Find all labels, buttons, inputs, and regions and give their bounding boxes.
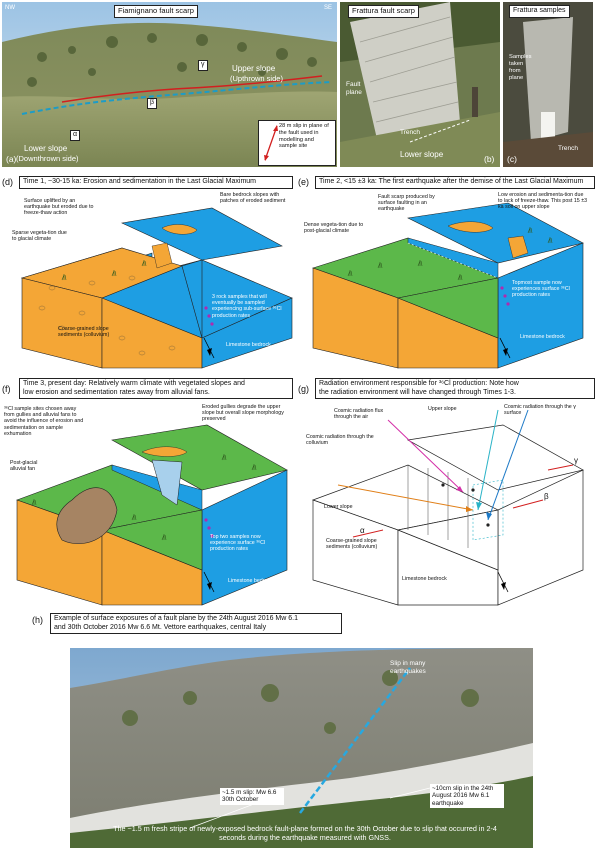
panel-g-title	[315, 378, 595, 399]
panel-g-alpha: α	[360, 526, 365, 535]
panel-d-n4: 3 rock samples that will eventually be sampled experiencing sub-surface ³⁶Cl production rates	[212, 294, 282, 319]
photo-b-trench: Trench	[400, 129, 420, 136]
photo-c-samples-2: taken	[509, 61, 524, 67]
panel-e-n4: Topmost sample now experiences surface ³⁶Cl production rates	[512, 280, 570, 299]
panel-f-n5: Limestone bedrock	[228, 578, 273, 584]
photo-b-scene	[340, 2, 500, 167]
photo-a-slip-note: 28 m slip in plane of the fault used in modelling and sample site	[279, 123, 329, 150]
panel-h-title	[50, 613, 342, 634]
panel-f-n1: ³⁶Cl sample sites chosen away from gullies and alluvial fans to avoid the influence of erosion and sedimentation on sample exhumation	[4, 406, 84, 437]
panel-d	[2, 176, 294, 376]
photo-a-se: SE	[324, 5, 333, 11]
photo-h	[70, 648, 533, 848]
panel-e-n2: Low erosion and sedimenta-tion due to lack of freeze-thaw. This post 15 ±3 ka soil on upper slope	[498, 192, 588, 211]
panel-h-caption: The ~1.5 m fresh stripe of newly-exposed bedrock fault-plane formed on the 30th October due to slip that occurred in 2-4 seconds during the earthquake measured with GNSS.	[113, 824, 497, 842]
photo-c-trench: Trench	[558, 145, 578, 152]
photo-b-lower-slope: Lower slope	[400, 150, 444, 159]
panel-g	[298, 378, 593, 610]
panel-g-n2: Upper slope	[428, 406, 457, 412]
photo-c-scene	[503, 2, 593, 167]
photo-a-nw: NW	[5, 5, 15, 11]
photo-b	[340, 2, 500, 167]
panel-e-n5: Limestone bedrock	[520, 334, 565, 340]
panel-f-n4: Top two samples now experience surface ³⁶Cl production rates	[210, 534, 266, 553]
panel-e-n3: Dense vegeta-tion due to post-glacial climate	[304, 222, 364, 235]
photo-c-samples-1: Samples	[509, 54, 532, 60]
panel-e-label: (e)	[298, 177, 309, 187]
photo-c-samples-3: from	[509, 68, 521, 74]
panel-f-title	[19, 378, 293, 399]
panel-f-n2: Eroded gullies degrade the upper slope but overall slope morphology preserved	[202, 404, 284, 423]
panel-g-label: (g)	[298, 384, 309, 394]
panel-g-gamma: γ	[574, 456, 578, 465]
panel-d-title: Time 1, ~30-15 ka: Erosion and sedimentation in the Last Glacial Maximum	[19, 176, 293, 189]
panel-h-label: (h)	[32, 615, 43, 625]
panel-g-title-line1: Radiation environment responsible for ³⁶Cl production: Note how	[319, 380, 519, 387]
photo-c-title: Frattura samples	[509, 5, 570, 18]
panel-f-n3: Post-glacial alluvial fan	[10, 460, 38, 473]
panel-g-n3: Cosmic radiation through the γ surface	[504, 404, 576, 417]
photo-a-gamma: γ	[198, 60, 208, 71]
panel-f-title-line1: Time 3, present day: Relatively warm climate with vegetated slopes and	[23, 380, 245, 387]
photo-a-panel-label: (a)	[6, 154, 17, 164]
panel-d-n1: Surface uplifted by an earthquake but eroded due to freeze-thaw action	[24, 198, 94, 217]
panel-d-n3: Sparse vegeta-tion due to glacial climate	[12, 230, 67, 243]
panel-g-n7: Limestone bedrock	[402, 576, 447, 582]
photo-a-lower-slope: Lower slope	[24, 144, 68, 153]
photo-b-plane: plane	[346, 89, 362, 96]
photo-b-panel-label: (b)	[484, 154, 495, 164]
panel-g-beta: β	[544, 492, 549, 501]
panel-h-n3: ~10cm slip in the 24th August 2016 Mw 6.1 earthquake	[432, 785, 494, 807]
panel-g-n4: Cosmic radiation through the colluvium	[306, 434, 374, 447]
photo-a-alpha: α	[70, 130, 80, 141]
photo-a-beta: β	[147, 98, 157, 109]
panel-d-n2: Bare bedrock slopes with patches of eroded sediment	[220, 192, 286, 205]
panel-g-n5: Lower slope	[324, 504, 353, 510]
panel-d-n5: Coarse-grained slope sediments (colluvium)	[58, 326, 110, 339]
photo-a-slip-box	[258, 120, 336, 166]
photo-c-samples-4: plane	[509, 75, 524, 81]
panel-h-n2: ~1.5 m slip: Mw 6.6 30th October	[222, 789, 277, 804]
panel-h-title-line1: Example of surface exposures of a fault plane by the 24th August 2016 Mw 6.1	[54, 615, 298, 622]
slip-arrow-icon	[261, 123, 281, 163]
photo-h-scene	[70, 648, 533, 848]
panel-h-n2-box	[220, 788, 284, 805]
panel-h-n1: Slip in many earthquakes	[390, 660, 426, 675]
panel-e-title: Time 2, <15 ±3 ka: The first earthquake after the demise of the Last Glacial Maximum	[315, 176, 595, 189]
panel-f	[2, 378, 294, 610]
panel-f-title-line2: low erosion and sedimentation rates away from alluvial fans.	[23, 388, 210, 396]
photo-a-title: Fiamignano fault scarp	[114, 5, 198, 18]
photo-a-upper-slope: Upper slope	[232, 64, 276, 73]
panel-d-label: (d)	[2, 177, 13, 187]
photo-a-upthrown: (Upthrown side)	[230, 74, 283, 83]
photo-a-downthrown: (Downthrown side)	[16, 154, 79, 163]
panel-g-n1: Cosmic radiation flux through the air	[334, 408, 384, 421]
panel-h-n3-box	[430, 784, 504, 808]
panel-h-title-line2: and 30th October 2016 Mw 6.6 Mt. Vettore earthquakes, central Italy	[54, 623, 267, 631]
photo-a	[2, 2, 337, 167]
photo-c	[503, 2, 593, 167]
panel-g-title-line2: the radiation environment will have changed through Times 1-3.	[319, 388, 516, 396]
panel-h	[0, 613, 595, 850]
panel-d-n6: Limestone bedrock	[226, 342, 271, 348]
photo-b-fault: Fault	[346, 81, 361, 88]
photo-c-panel-label: (c)	[507, 154, 517, 164]
panel-e-n1: Fault scarp produced by surface faulting in an earthquake	[378, 194, 435, 213]
panel-e	[298, 176, 593, 376]
panel-g-n6: Coarse-grained slope sediments (colluvium)	[326, 538, 378, 551]
panel-f-label: (f)	[2, 384, 11, 394]
photo-b-title: Frattura fault scarp	[348, 5, 419, 18]
